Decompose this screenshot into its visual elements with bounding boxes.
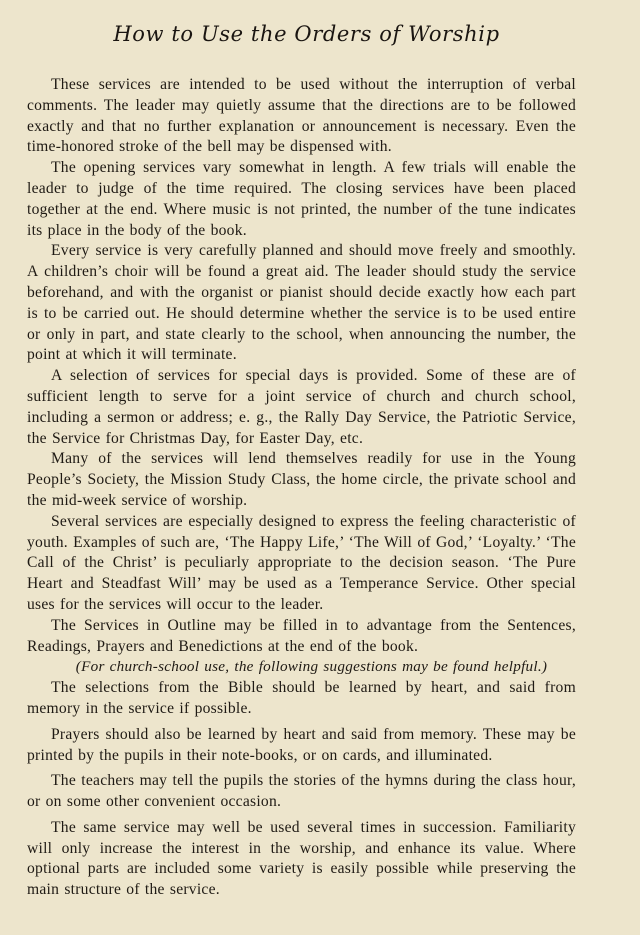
suggestion-hymn-stories: The teachers may tell the pupils the stories of the hymns during the class hour, or on some other convenient occasion. (27, 772, 576, 811)
suggestions-list (27, 678, 576, 901)
paragraph-planning: Every service is very carefully planned and should move freely and smoothly. A children’s choir will be found a great aid. The leader should study the service beforehand, and with the organist or pianist should decide exactly how each part is to be carried out. He should determine whether the service is to be used entire or only in part, and state clearly to the school, when announcing the number, the point at which it will terminate. (27, 242, 576, 364)
paragraph-outline: The Services in Outline may be filled in to advantage from the Sentences, Readings, Prayers and Benedictions at the end of the book. (27, 616, 576, 655)
paragraph-youth-services: Several services are especially designed to express the feeling characteristic of youth. Examples of such are, ‘The Happy Life,’ ‘The Will of God,’ ‘Loyalty.’ ‘The Call of the Christ’ is peculiarly appropriate to the decision season. ‘The Pure Heart and Steadfast Will’ may be used as a Temperance Service. Other special uses for the services will occur to the leader. (27, 512, 576, 613)
church-school-note: (For church-school use, the following suggestions may be found helpful.) (75, 658, 548, 676)
suggestion-repetition: The same service may well be used several times in succession. Familiarity will only increase the interest in the worship, and enhance its value. Where optional parts are included some variety is easily possible while preserving the main structure of the service. (27, 818, 576, 899)
paragraph-opening-services: The opening services vary somewhat in length. A few trials will enable the leader to judge of the time required. The closing services have been placed together at the end. Where music is not printed, the number of the tune indicates its place in the body of the book. (27, 159, 576, 239)
page-title: How to Use the Orders of Worship (113, 22, 500, 46)
paragraph-other-uses: Many of the services will lend themselves readily for use in the Young People’s Society, the Mission Study Class, the home circle, the private school and the mid-week service of worship. (27, 450, 576, 509)
instructions-body (27, 75, 576, 901)
paragraph-interruption: These services are intended to be used without the interruption of verbal comments. The leader may quietly assume that the directions are to be followed exactly and that no further explanation or announcement is necessary. Even the time-honored stroke of the bell may be dispensed with. (27, 76, 576, 156)
suggestion-bible: The selections from the Bible should be learned by heart, and said from memory in the service if possible. (27, 679, 576, 717)
paragraph-special-days: A selection of services for special days is provided. Some of these are of sufficient length to serve for a joint service of church and church school, including a sermon or address; e. g., the Rally Day Service, the Patriotic Service, the Service for Christmas Day, for Easter Day, etc. (27, 367, 576, 447)
suggestion-prayers: Prayers should also be learned by heart and said from memory. These may be printed by the pupils in their note-books, or on cards, and illuminated. (27, 725, 576, 764)
